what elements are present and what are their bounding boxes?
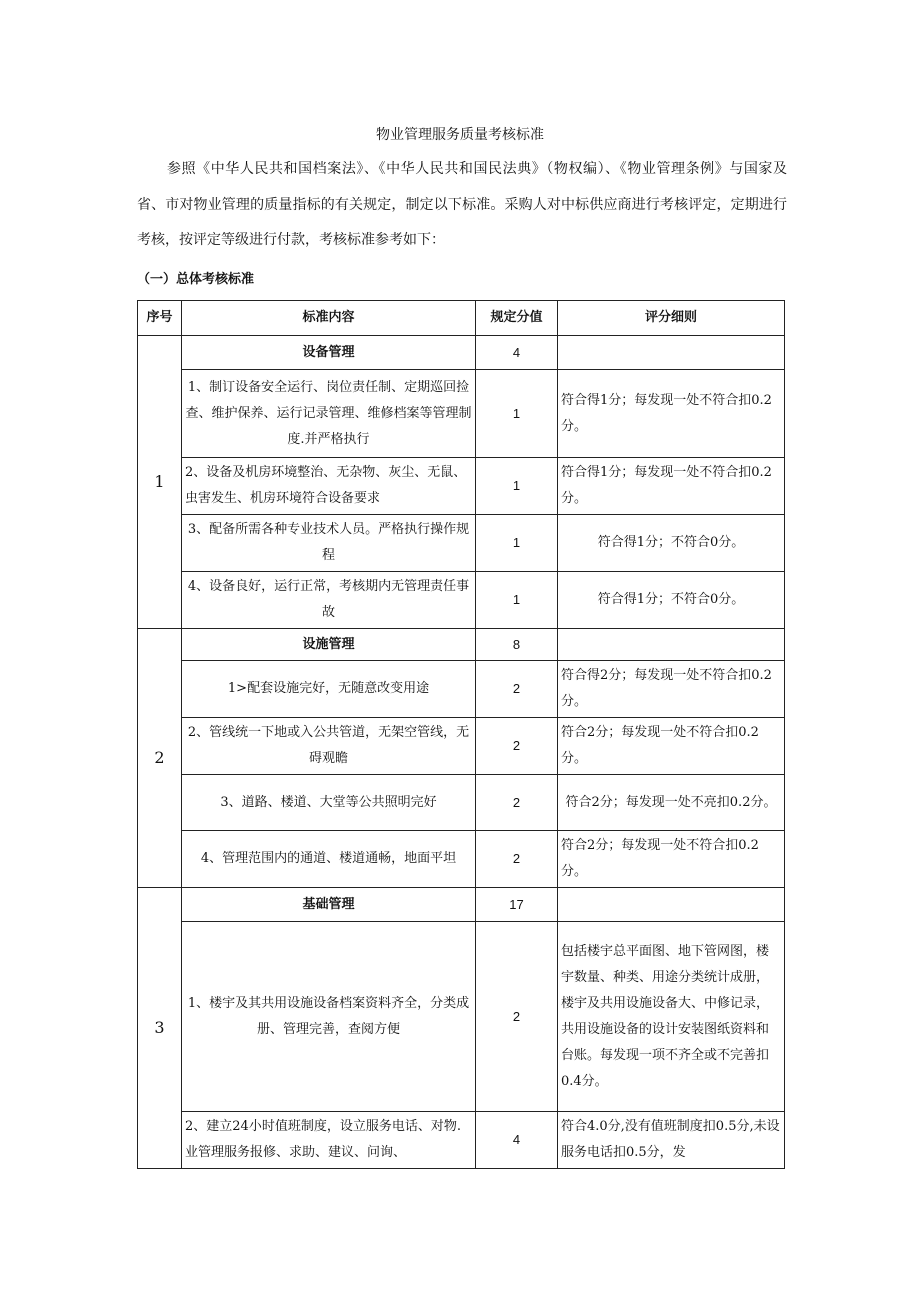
table-row [138,888,785,922]
group-number: 1 [138,336,182,629]
empty-cell [558,336,785,370]
item-content: 2、管线统一下地或入公共管道，无架空管线，无碍观瞻 [182,718,476,775]
category-label: 设施管理 [182,629,476,661]
table-row [138,775,785,831]
item-score: 2 [476,775,558,831]
item-score: 2 [476,922,558,1112]
empty-cell [558,888,785,922]
group-number: 3 [138,888,182,1169]
item-content: 4、设备良好，运行正常，考核期内无管理责任事故 [182,572,476,629]
item-score: 2 [476,718,558,775]
item-score: 1 [476,572,558,629]
item-content: 3、道路、楼道、大堂等公共照明完好 [182,775,476,831]
table-row [138,718,785,775]
table-row [138,572,785,629]
item-score: 1 [476,515,558,572]
item-content: 3、配备所需各种专业技术人员。严格执行操作规程 [182,515,476,572]
table-row [138,336,785,370]
item-rule: 符合得1分；每发现一处不符合扣0.2分。 [558,370,785,458]
category-score: 8 [476,629,558,661]
item-score: 1 [476,458,558,515]
category-score: 4 [476,336,558,370]
header-content: 标准内容 [182,301,476,336]
table-row [138,922,785,1112]
item-rule: 符合2分；每发现一处不符合扣0.2分。 [558,718,785,775]
item-rule: 符合得1分；不符合0分。 [558,572,785,629]
item-rule: 符合得1分；不符合0分。 [558,515,785,572]
document-title: 物业管理服务质量考核标准 [376,127,544,143]
table-row [138,629,785,661]
category-label: 基础管理 [182,888,476,922]
item-score: 2 [476,831,558,888]
item-rule: 符合得1分；每发现一处不符合扣0.2分。 [558,458,785,515]
table-row [138,1112,785,1169]
item-score: 4 [476,1112,558,1169]
table-row [138,515,785,572]
section-heading: （一）总体考核标准 [137,272,255,287]
table-row [138,458,785,515]
assessment-table [137,300,785,1169]
item-score: 1 [476,370,558,458]
intro-paragraph: 参照《中华人民共和国档案法》、《中华人民共和国民法典》（物权编）、《物业管理条例》与国家及省、市对物业管理的质量指标的有关规定，制定以下标准。采购人对中标供应商进行考核评定，定期进行考核，按评定等级进行付款，考核标准参考如下： [137,161,787,248]
item-rule: 符合2分；每发现一处不亮扣0.2分。 [558,775,785,831]
item-content: 4、管理范围内的通道、楼道通畅，地面平坦 [182,831,476,888]
item-content: 1、制订设备安全运行、岗位责任制、定期巡回捡查、维护保养、运行记录管理、维修档案等管理制度.并严格执行 [182,370,476,458]
item-content: 2、建立24小时值班制度，设立服务电话、对物.业管理服务报修、求助、建议、问询、 [182,1112,476,1169]
category-label: 设备管理 [182,336,476,370]
empty-cell [558,629,785,661]
header-score: 规定分值 [476,301,558,336]
header-no: 序号 [138,301,182,336]
item-rule: 符合得2分；每发现一处不符合扣0.2分。 [558,661,785,718]
table-row [138,831,785,888]
item-rule: 符合4.0分,没有值班制度扣0.5分,未设服务电话扣0.5分，发 [558,1112,785,1169]
item-content: 1>配套设施完好，无随意改变用途 [182,661,476,718]
table-row [138,370,785,458]
item-rule: 包括楼宇总平面图、地下管网图，楼宇数量、种类、用途分类统计成册，楼宇及共用设施设备大、中修记录，共用设施设备的设计安装图纸资料和台账。每发现一项不齐全或不完善扣0.4分。 [558,922,785,1112]
item-content: 2、设备及机房环境整治、无杂物、灰尘、无鼠、虫害发生、机房环境符合设备要求 [182,458,476,515]
table-row [138,661,785,718]
item-score: 2 [476,661,558,718]
category-score: 17 [476,888,558,922]
item-content: 1、楼宇及其共用设施设备档案资料齐全，分类成册、管理完善，查阅方便 [182,922,476,1112]
group-number: 2 [138,629,182,888]
table-header-row [138,301,785,336]
header-rule: 评分细则 [558,301,785,336]
item-rule: 符合2分；每发现一处不符合扣0.2分。 [558,831,785,888]
